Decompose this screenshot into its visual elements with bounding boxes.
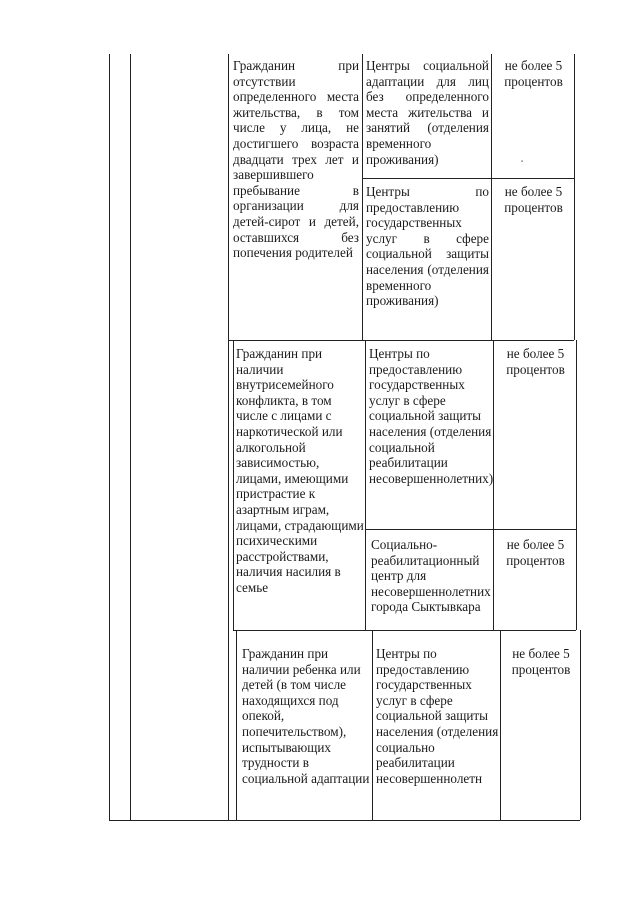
limit-cell: не более 5 процентов <box>506 346 565 377</box>
category-cell: Гражданин при отсутствии определенного места жительства, в том числе у лица, не достигшего возраста двадцати трех лет и завершившего пребывание в организации для детей-сирот и детей, оставшихся без попечения родителей <box>233 58 359 261</box>
limit-cell: не более 5 процентов <box>504 58 563 89</box>
category-cell: Гражданин при наличии ребенка или детей (в том числе находящихся под опекой, попечительством), испытывающих трудности в социальной адаптации <box>242 646 370 786</box>
provider-cell: Социально-реабилитационный центр для несовершеннолетних города Сыктывкара <box>371 537 491 615</box>
provider-cell: Центры по предоставлению государственных услуг в сфере социальной защиты населения (отделения социально реабилитации несовершеннолетн <box>376 646 499 786</box>
provider-cell: Центры социальной адаптации для лиц без определенного места жительства и занятий (отделения временного проживания) <box>366 58 489 167</box>
table-bottom-border <box>109 820 236 821</box>
table-border-col3 <box>228 54 229 820</box>
provider-cell: Центры по предоставлению государственных услуг в сфере социальной защиты населения (отделения социальной реабилитации несовершеннолетних) <box>369 346 494 486</box>
table-border-col2 <box>130 54 131 820</box>
limit-cell: не более 5 процентов <box>511 646 571 677</box>
limit-cell: не более 5 процентов <box>506 537 565 568</box>
provider-cell: Центры по предоставлению государственных услуг в сфере социальной защиты населения (отделения временного проживания) <box>366 184 489 309</box>
category-cell: Гражданин при наличии внутрисемейного конфликта, в том числе с лицами с наркотической или алкогольной зависимостью, лицами, имеющими пристрастие к азартным играм, лицами, страдающими психическими расстройствами, наличия насилия в семье <box>236 346 364 595</box>
table-border-left <box>109 54 110 820</box>
limit-cell: не более 5 процентов <box>504 184 563 215</box>
